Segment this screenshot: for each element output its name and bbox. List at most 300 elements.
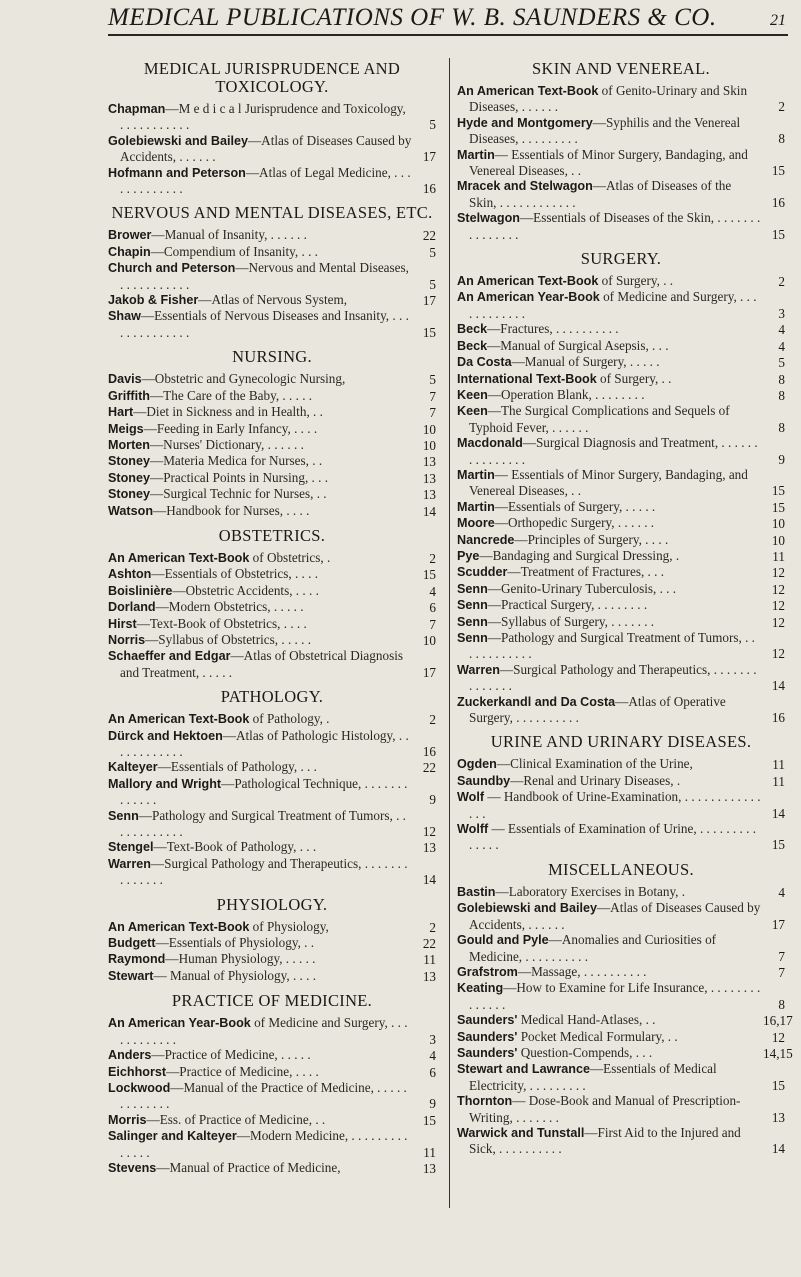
entry-title: —Practice of Medicine, . . . .: [166, 1063, 319, 1079]
catalogue-entry: [108, 808, 436, 840]
entry-page-number: 10: [422, 421, 436, 437]
entry-page-number: 2: [429, 550, 436, 566]
catalogue-entry: [108, 101, 436, 133]
entry-page-number: 10: [771, 516, 785, 532]
entry-page-number: 15: [771, 163, 785, 179]
catalogue-entry: [108, 583, 436, 599]
catalogue-entry: [457, 1044, 793, 1061]
entry-title: —Manual of the Practice of Medicine, . . . . . . . . . . . . .: [120, 1079, 407, 1112]
entry-author: Lockwood: [108, 1080, 171, 1095]
entry-page-number: 15: [771, 226, 785, 242]
section-heading: PHYSIOLOGY.: [216, 894, 328, 914]
section-heading: OBSTETRICS.: [218, 525, 326, 545]
entry-page-number: 5: [778, 355, 785, 371]
catalogue-entry: [108, 308, 436, 340]
entry-page-number: 14,15: [763, 1045, 793, 1061]
entry-author: Senn: [457, 614, 488, 629]
entry-author: Martin: [457, 499, 495, 514]
entry-page-number: 3: [778, 305, 785, 321]
entry-page-number: 13: [422, 840, 436, 856]
entry-author: Davis: [108, 372, 142, 387]
entry-page-number: 2: [429, 919, 436, 935]
section-heading: SURGERY.: [580, 249, 662, 269]
entry-title: —Ess. of Practice of Medicine, . .: [146, 1111, 326, 1127]
catalogue-entry: [108, 1160, 436, 1176]
entry-page-number: 22: [422, 760, 436, 776]
entry-author: Mracek and Stelwagon: [457, 179, 593, 194]
entry-author: Hofmann and Peterson: [108, 165, 246, 180]
entry-title: — Essentials of Examination of Urine, . . . . . . . . . . . . . .: [469, 821, 756, 853]
entry-author: An American Year-Book: [457, 290, 600, 305]
entry-title: —Essentials of Surgery, . . . . .: [494, 498, 656, 514]
entry-title: of Pathology, .: [249, 711, 330, 727]
entry-page-number: 2: [778, 274, 785, 290]
entry-page-number: 12: [771, 614, 785, 630]
catalogue-entry: [457, 115, 785, 147]
catalogue-entry: [457, 597, 785, 613]
entry-title: —Human Physiology, . . . . .: [165, 951, 316, 967]
entry-page-number: 13: [422, 487, 436, 503]
section-heading: MEDICAL JURISPRUDENCE AND TOXICOLOGY.: [143, 59, 401, 96]
catalogue-entry: [457, 467, 785, 499]
entry-author: Meigs: [108, 421, 144, 436]
entry-page-number: 11: [423, 1144, 436, 1160]
entry-page-number: 8: [778, 996, 785, 1012]
entry-page-number: 16: [422, 744, 436, 759]
entry-page-number: 11: [772, 773, 785, 789]
entry-title: —How to Examine for Life Insurance, . . . . . . . . . . . . . .: [469, 980, 761, 1012]
entry-title: —Materia Medica for Nurses, . .: [150, 453, 323, 469]
entry-author: Raymond: [108, 952, 166, 967]
catalogue-entry: [457, 821, 785, 853]
catalogue-entry: [457, 321, 785, 337]
entry-title: Question-Compends, . . .: [517, 1044, 653, 1060]
entry-page-number: 16,17: [763, 1013, 793, 1029]
entry-title: —Practical Surgery, . . . . . . . .: [487, 597, 648, 613]
entry-author: Morten: [108, 437, 150, 452]
entry-page-number: 10: [422, 632, 436, 648]
entry-title: —Atlas of Operative Surgery, . . . . . . . . . .: [469, 693, 726, 726]
entry-title: —Nervous and Mental Diseases, . . . . . . . . . . .: [120, 260, 409, 292]
catalogue-entry: [108, 388, 436, 404]
entry-author: Ogden: [457, 757, 497, 772]
entry-author: Chapin: [108, 244, 151, 259]
entry-page-number: 17: [422, 664, 436, 680]
entry-author: Dürck and Hektoen: [108, 728, 223, 743]
entry-author: Hart: [108, 405, 134, 420]
catalogue-entry: [457, 178, 785, 210]
entry-page-number: 10: [422, 437, 436, 453]
entry-page-number: 17: [422, 149, 436, 165]
catalogue-entry: [457, 900, 785, 932]
entry-page-number: 15: [771, 837, 785, 853]
catalogue-entry: [108, 227, 436, 243]
entry-author: Beck: [457, 322, 488, 337]
entry-title: of Genito-Urinary and Skin Diseases, . . . . . .: [469, 83, 748, 115]
catalogue-entry: [108, 648, 436, 680]
entry-title: —Manual of Practice of Medicine,: [156, 1159, 341, 1175]
entry-page-number: 14: [771, 1141, 785, 1157]
catalogue-entry: [108, 292, 436, 308]
entry-page-number: 22: [422, 936, 436, 952]
entry-page-number: 4: [429, 1048, 436, 1064]
entry-page-number: 12: [771, 598, 785, 614]
catalogue-entry: [108, 919, 436, 935]
entry-page-number: 13: [422, 454, 436, 470]
catalogue-entry: [108, 503, 436, 519]
entry-title: of Physiology,: [249, 918, 329, 934]
entry-author: Macdonald: [457, 436, 523, 451]
entry-page-number: 8: [778, 371, 785, 387]
entry-title: —Surgical Technic for Nurses, . .: [150, 486, 327, 502]
entry-title: —Renal and Urinary Diseases, .: [510, 772, 681, 788]
section-heading: NERVOUS AND MENTAL DISEASES, ETC.: [111, 203, 433, 223]
catalogue-entry: [457, 147, 785, 179]
entry-title: —Surgical Pathology and Therapeutics, . . . . . . . . . . . . . .: [120, 855, 408, 888]
entry-page-number: 11: [423, 952, 436, 968]
catalogue-entry: [457, 371, 785, 387]
entry-title: —Clinical Examination of the Urine,: [496, 756, 693, 772]
left-column: [108, 60, 436, 1176]
entry-title: —The Care of the Baby, . . . . .: [149, 387, 313, 403]
entry-page-number: 14: [422, 503, 436, 519]
entry-page-number: 15: [771, 1077, 785, 1093]
entry-title: —Text-Book of Pathology, . . .: [153, 839, 317, 855]
catalogue-entry: [457, 773, 785, 789]
entry-title: — Manual of Physiology, . . . .: [153, 967, 317, 983]
entry-author: An American Text-Book: [108, 550, 250, 565]
entry-page-number: 7: [429, 388, 436, 404]
entry-page-number: 8: [778, 419, 785, 435]
catalogue-entry: [108, 599, 436, 615]
entry-author: Moore: [457, 516, 495, 531]
entry-page-number: 3: [429, 1031, 436, 1047]
entry-page-number: 13: [422, 968, 436, 984]
section-heading: PRACTICE OF MEDICINE.: [171, 991, 373, 1011]
entry-page-number: 12: [771, 646, 785, 662]
entry-page-number: 13: [422, 470, 436, 486]
entry-title: —Syphilis and the Venereal Diseases, . . . . . . . . .: [469, 114, 741, 147]
entry-author: Beck: [457, 338, 488, 353]
header-rule: [108, 34, 788, 36]
entry-page-number: 2: [429, 712, 436, 728]
entry-page-number: 4: [778, 322, 785, 338]
catalogue-entry: [108, 632, 436, 648]
entry-page-number: 6: [429, 1064, 436, 1080]
entry-title: —Practice of Medicine, . . . . .: [151, 1047, 311, 1063]
entry-author: Senn: [457, 598, 488, 613]
entry-page-number: 15: [422, 1112, 436, 1128]
entry-title: —Diet in Sickness and in Health, . .: [133, 404, 323, 420]
catalogue-entry: [457, 630, 785, 662]
entry-author: Nancrede: [457, 532, 515, 547]
entry-page-number: 4: [778, 884, 785, 900]
entry-title: — Essentials of Minor Surgery, Bandaging, and Venereal Diseases, . .: [469, 146, 748, 179]
entry-page-number: 7: [778, 964, 785, 980]
entry-author: Griffith: [108, 388, 150, 403]
entry-page-number: 5: [429, 372, 436, 388]
entry-author: Warren: [108, 856, 151, 871]
catalogue-entry: [108, 437, 436, 453]
catalogue-entry: [108, 486, 436, 502]
entry-title: —Anomalies and Curiosities of Medicine, . . . . . . . . . .: [469, 932, 717, 964]
entry-title: of Medicine and Surgery, . . . . . . . . . . . .: [120, 1015, 408, 1047]
entry-title: —Atlas of Pathologic Histology, . . . . . . . . . . . .: [120, 727, 409, 759]
catalogue-entry: [108, 453, 436, 469]
entry-author: Hyde and Montgomery: [457, 115, 593, 130]
entry-title: —Syllabus of Surgery, . . . . . . .: [487, 613, 655, 629]
entry-title: —Operation Blank, . . . . . . . .: [487, 386, 645, 402]
entry-page-number: 4: [429, 583, 436, 599]
catalogue-entry: [108, 470, 436, 486]
entry-author: An American Text-Book: [108, 712, 250, 727]
catalogue-entry: [457, 210, 785, 242]
catalogue-entry: [457, 564, 785, 580]
entry-author: Keen: [457, 387, 488, 402]
entry-page-number: 11: [772, 548, 785, 564]
catalogue-entry: [108, 759, 436, 775]
entry-author: Keating: [457, 981, 504, 996]
entry-author: Eichhorst: [108, 1064, 167, 1079]
entry-author: Stewart: [108, 968, 154, 983]
column-divider: [449, 58, 450, 1208]
entry-author: Stelwagon: [457, 211, 520, 226]
section-heading: NURSING.: [232, 347, 312, 367]
entry-title: —Modern Medicine, . . . . . . . . . . . . . .: [120, 1128, 408, 1160]
entry-author: Schaeffer and Edgar: [108, 649, 231, 664]
right-column: [457, 59, 793, 1157]
catalogue-entry: [457, 1029, 785, 1045]
entry-author: International Text-Book: [457, 371, 597, 386]
catalogue-entry: [457, 756, 785, 772]
catalogue-entry: [457, 83, 785, 115]
entry-page-number: 6: [429, 600, 436, 616]
entry-title: —Obstetric and Gynecologic Nursing,: [141, 371, 346, 387]
catalogue-entry: [457, 403, 785, 435]
catalogue-entry: [108, 616, 436, 632]
entry-title: of Surgery, . .: [596, 370, 672, 386]
entry-title: of Surgery, . .: [598, 273, 674, 289]
entry-page-number: 4: [778, 338, 785, 354]
entry-title: —Manual of Surgery, . . . . .: [511, 354, 660, 370]
entry-author: Gould and Pyle: [457, 933, 549, 948]
catalogue-entry: [457, 532, 785, 548]
entry-page-number: 13: [771, 1109, 785, 1125]
entry-author: Wolff: [457, 822, 489, 837]
entry-author: Stevens: [108, 1160, 157, 1175]
entry-author: Stewart and Lawrance: [457, 1062, 590, 1077]
entry-author: Martin: [457, 467, 495, 482]
entry-author: Budgett: [108, 936, 156, 951]
catalogue-entry: [108, 244, 436, 260]
entry-author: Wolf: [457, 790, 485, 805]
entry-author: Kalteyer: [108, 760, 158, 775]
entry-title: —Orthopedic Surgery, . . . . . .: [494, 515, 655, 531]
catalogue-entry: [457, 1093, 785, 1125]
catalogue-entry: [108, 935, 436, 951]
entry-title: —Handbook for Nurses, . . . .: [153, 502, 310, 518]
section-heading: MISCELLANEOUS.: [548, 859, 694, 879]
page-header: [0, 0, 801, 40]
entry-title: —M e d i c a l Jurisprudence and Toxicology, . . . . . . . . . . .: [120, 101, 406, 133]
entry-page-number: 15: [771, 483, 785, 499]
entry-page-number: 16: [771, 194, 785, 210]
entry-title: —Fractures, . . . . . . . . . .: [487, 321, 619, 337]
catalogue-entry: [108, 566, 436, 582]
entry-author: Shaw: [108, 309, 141, 324]
entry-author: Bastin: [457, 884, 496, 899]
catalogue-entry: [457, 694, 785, 726]
entry-title: —Text-Book of Obstetrics, . . . .: [136, 615, 307, 631]
entry-page-number: 10: [771, 532, 785, 548]
entry-author: Stoney: [108, 487, 150, 502]
entry-title: — Handbook of Urine-Examination, . . . . . . . . . . . . . . .: [469, 789, 761, 821]
section-heading: PATHOLOGY.: [220, 687, 324, 707]
entry-author: Mallory and Wright: [108, 776, 222, 791]
entry-author: Grafstrom: [457, 964, 518, 979]
entry-author: Warren: [457, 662, 500, 677]
catalogue-entry: [108, 371, 436, 387]
catalogue-entry: [457, 662, 785, 694]
entry-title: —Bandaging and Surgical Dressing, .: [479, 547, 680, 563]
entry-author: Warwick and Tunstall: [457, 1125, 585, 1140]
entry-author: Thornton: [457, 1094, 513, 1109]
catalogue-entry: [108, 133, 436, 165]
catalogue-entry: [108, 1047, 436, 1063]
entry-author: Boislinière: [108, 583, 173, 598]
entry-author: Watson: [108, 503, 154, 518]
entry-title: —Essentials of Medical Electricity, . . . . . . . . .: [469, 1061, 717, 1093]
entry-author: Da Costa: [457, 355, 512, 370]
entry-author: Stoney: [108, 454, 150, 469]
entry-author: Chapman: [108, 102, 166, 116]
entry-author: An American Text-Book: [457, 84, 599, 98]
entry-title: —Practical Points in Nursing, . . .: [150, 469, 329, 485]
catalogue-entry: [108, 1064, 436, 1080]
section-heading: URINE AND URINARY DISEASES.: [490, 732, 752, 752]
entry-author: An American Text-Book: [108, 919, 250, 934]
catalogue-entry: [108, 404, 436, 420]
entry-page-number: 14: [771, 805, 785, 821]
entry-author: Keen: [457, 404, 488, 419]
entry-author: Hirst: [108, 616, 137, 631]
entry-page-number: 14: [771, 678, 785, 694]
entry-title: —Feeding in Early Infancy, . . . .: [143, 420, 318, 436]
catalogue-entry: [457, 980, 785, 1012]
entry-page-number: 5: [429, 117, 436, 133]
entry-page-number: 16: [771, 710, 785, 726]
catalogue-entry: [457, 932, 785, 964]
entry-title: —Atlas of Diseases of the Skin, . . . . . . . . . . . .: [469, 178, 732, 210]
entry-title: —Atlas of Obstetrical Diagnosis and Treatment, . . . . .: [120, 648, 403, 680]
entry-page-number: 11: [772, 757, 785, 773]
catalogue-entry: [457, 614, 785, 630]
entry-page-number: 15: [422, 324, 436, 340]
entry-page-number: 8: [778, 387, 785, 403]
catalogue-entry: [457, 515, 785, 531]
entry-page-number: 5: [429, 244, 436, 260]
entry-page-number: 9: [429, 1096, 436, 1112]
catalogue-entry: [108, 839, 436, 855]
entry-title: —Genito-Urinary Tuberculosis, . . .: [487, 580, 677, 596]
entry-page-number: 17: [422, 293, 436, 309]
entry-title: —The Surgical Complications and Sequels of Typhoid Fever, . . . . . .: [469, 403, 730, 435]
entry-author: Scudder: [457, 565, 508, 580]
entry-author: Jakob & Fisher: [108, 293, 199, 308]
entry-author: Salinger and Kalteyer: [108, 1129, 237, 1144]
entry-page-number: 9: [778, 451, 785, 467]
entry-title: —Syllabus of Obstetrics, . . . . .: [145, 631, 312, 647]
catalogue-entry: [108, 856, 436, 888]
catalogue-entry: [108, 260, 436, 292]
entry-title: — Essentials of Minor Surgery, Bandaging, and Venereal Diseases, . .: [469, 466, 748, 499]
entry-title: —Surgical Diagnosis and Treatment, . . . . . . . . . . . . . . .: [469, 435, 758, 467]
catalogue-entry: [457, 435, 785, 467]
entry-page-number: 12: [771, 1029, 785, 1045]
entry-author: Church and Peterson: [108, 261, 236, 276]
entry-author: Golebiewski and Bailey: [108, 133, 248, 148]
entry-title: —Essentials of Diseases of the Skin, . . . . . . . . . . . . . . .: [469, 210, 761, 242]
entry-author: Saunders': [457, 1029, 518, 1044]
catalogue-entry: [108, 728, 436, 760]
catalogue-entry: [108, 776, 436, 808]
entry-title: —Modern Obstetrics, . . . . .: [155, 599, 304, 615]
entry-page-number: 7: [778, 948, 785, 964]
entry-author: Stengel: [108, 840, 154, 855]
entry-page-number: 13: [422, 1160, 436, 1176]
entry-title: —Pathology and Surgical Treatment of Tumors, . . . . . . . . . . . .: [469, 630, 755, 662]
entry-author: An American Year-Book: [108, 1016, 251, 1031]
catalogue-entry: [457, 1012, 793, 1029]
entry-page-number: 7: [429, 616, 436, 632]
entry-author: Saundby: [457, 773, 511, 788]
entry-title: —Treatment of Fractures, . . .: [507, 564, 665, 580]
entry-title: —Laboratory Exercises in Botany, .: [495, 883, 686, 899]
entry-author: Norris: [108, 632, 146, 647]
catalogue-entry: [457, 1061, 785, 1093]
catalogue-entry: [108, 1015, 436, 1047]
entry-title: of Obstetrics, .: [249, 549, 331, 565]
entry-title: —Essentials of Physiology, . .: [155, 935, 315, 951]
catalogue-entry: [108, 1112, 436, 1128]
entry-title: —Principles of Surgery, . . . .: [514, 531, 669, 547]
catalogue-entry: [457, 499, 785, 515]
catalogue-entry: [108, 550, 436, 566]
entry-author: An American Text-Book: [457, 274, 599, 289]
catalogue-entry: [457, 273, 785, 289]
entry-author: Anders: [108, 1048, 152, 1063]
entry-page-number: 15: [422, 567, 436, 583]
entry-page-number: 16: [422, 181, 436, 197]
catalogue-entry: [457, 387, 785, 403]
entry-title: —Manual of Surgical Asepsis, . . .: [487, 337, 669, 353]
entry-title: —Nurses' Dictionary, . . . . . .: [149, 436, 304, 452]
entry-title: —Manual of Insanity, . . . . . .: [151, 227, 307, 243]
catalogue-entry: [108, 1080, 436, 1112]
entry-title: —Atlas of Diseases Caused by Accidents, . . . . . .: [469, 900, 761, 932]
entry-author: Golebiewski and Bailey: [457, 901, 597, 916]
entry-title: — Dose-Book and Manual of Prescription-Writing, . . . . . . .: [469, 1093, 741, 1125]
entry-author: Martin: [457, 147, 495, 162]
catalogue-entry: [457, 1125, 785, 1157]
entry-title: —Essentials of Pathology, . . .: [157, 759, 317, 775]
entry-title: —Obstetric Accidents, . . . .: [172, 582, 319, 598]
entry-page-number: 12: [422, 824, 436, 840]
catalogue-entry: [108, 951, 436, 967]
catalogue-entry: [457, 338, 785, 354]
entry-author: Morris: [108, 1112, 147, 1127]
catalogue-entry: [108, 421, 436, 437]
